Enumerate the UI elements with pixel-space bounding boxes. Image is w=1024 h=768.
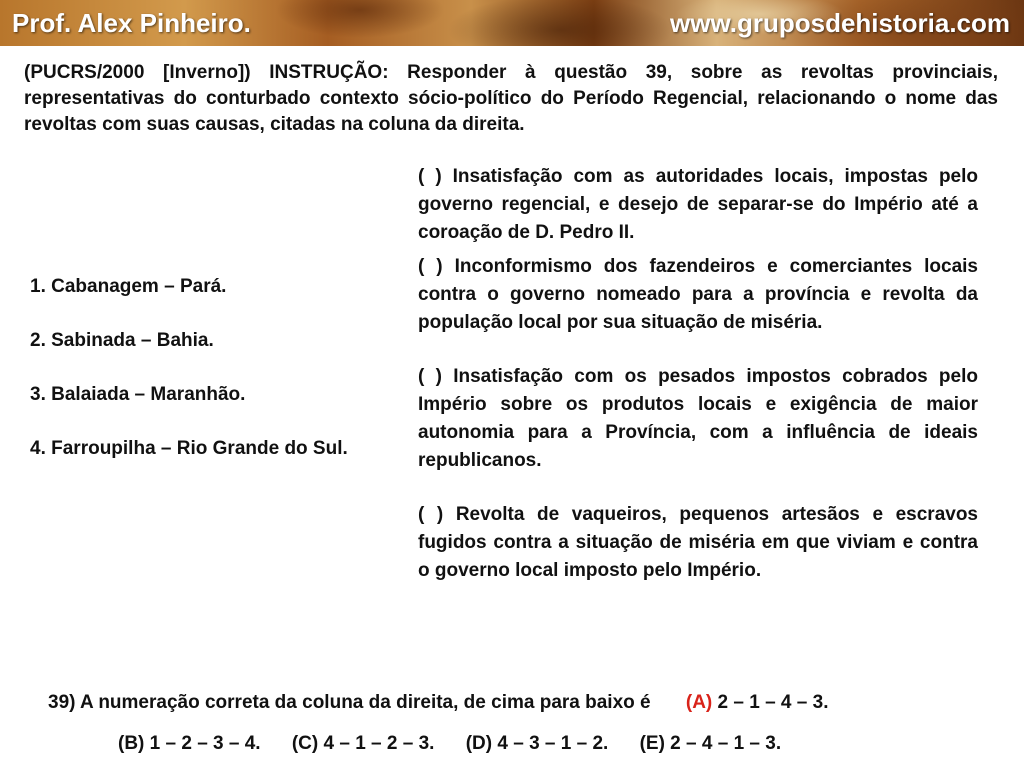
answer-choices: [118, 731, 1018, 757]
choice-c: (C) 4 – 1 – 2 – 3.: [291, 733, 435, 754]
list-item: 1. Cabanagem – Pará.: [30, 276, 227, 297]
question-line: [48, 690, 988, 716]
choice-e: (E) 2 – 4 – 1 – 3.: [639, 733, 782, 754]
cause-item: ( ) Inconformismo dos fazendeiros e comerciantes locais contra o governo nomeado para a província e revolta da população local por sua situação de miséria.: [418, 256, 978, 333]
author-title: Prof. Alex Pinheiro.: [12, 8, 251, 38]
slide-header: [0, 0, 1024, 46]
revolts-list: [30, 273, 380, 489]
choice-b: (B) 1 – 2 – 3 – 4.: [118, 733, 261, 754]
list-item: 2. Sabinada – Bahia.: [30, 330, 214, 351]
option-a-letter: (A): [685, 692, 713, 713]
list-item: 4. Farroupilha – Rio Grande do Sul.: [30, 438, 348, 459]
cause-item: ( ) Revolta de vaqueiros, pequenos artesãos e escravos fugidos contra a situação de miséria em que viviam e contra o governo local imposto pelo Império.: [418, 504, 978, 581]
list-item: 3. Balaiada – Maranhão.: [30, 384, 246, 405]
choice-d: (D) 4 – 3 – 1 – 2.: [465, 733, 609, 754]
instruction-paragraph: (PUCRS/2000 [Inverno]) INSTRUÇÃO: Responder à questão 39, sobre as revoltas provinciais, representativas do conturbado contexto sócio-político do Período Regencial, relacionando o nome das revoltas com suas causas, citadas na coluna da direita.: [24, 62, 998, 135]
question-text: 39) A numeração correta da coluna da direita, de cima para baixo é: [48, 692, 651, 713]
option-a-value: 2 – 1 – 4 – 3.: [717, 692, 829, 713]
cause-item: ( ) Insatisfação com os pesados impostos cobrados pelo Império sobre os produtos locais e exigência de maior autonomia para a Província, com a influência de ideais republicanos.: [418, 366, 978, 471]
cause-item: ( ) Insatisfação com as autoridades locais, impostas pelo governo regencial, e desejo de separar-se do Império até a coroação de D. Pedro II.: [418, 166, 978, 243]
website-url: www.gruposdehistoria.com: [670, 8, 1010, 38]
causes-column: [418, 163, 978, 585]
